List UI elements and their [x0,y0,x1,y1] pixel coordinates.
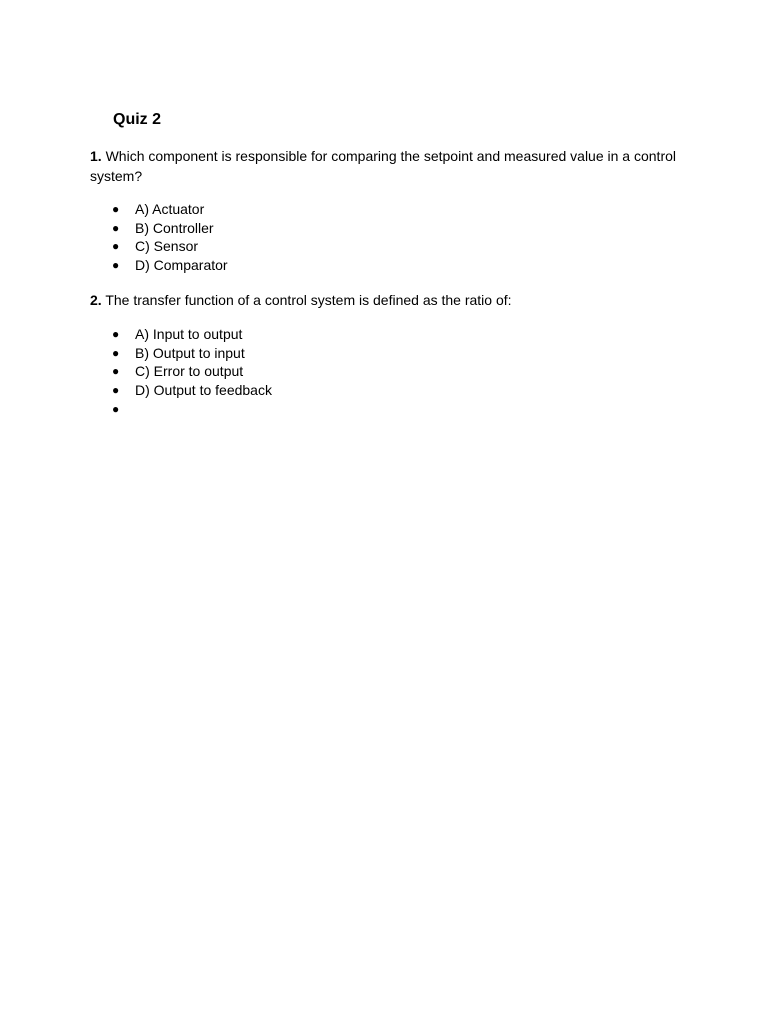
bullet-icon: ● [112,383,120,398]
question-number: 1. [90,148,102,164]
option-label: A) Actuator [135,201,205,217]
bullet-icon: ● [112,345,120,360]
bullet-icon: ● [112,239,120,254]
question-1 [90,147,690,186]
option-label: A) Input to output [135,326,243,342]
quiz-title: Quiz 2 [113,111,162,128]
bullet-icon: ● [112,364,120,379]
bullet-icon: ● [112,401,120,416]
option-label: D) Output to feedback [135,382,272,399]
option-label: B) Output to input [135,344,245,361]
question-2 [90,291,690,311]
option-label: C) Sensor [135,238,199,255]
option-label: C) Error to output [135,363,244,380]
question-text: The transfer function of a control system is defined as the ratio of: [101,292,512,308]
question-text: Which component is responsible for comparing the setpoint and measured value in a control system? [90,148,677,184]
question-number: 2. [90,292,102,308]
bullet-icon: ● [112,220,120,235]
bullet-icon: ● [112,327,120,341]
option-label: B) Controller [135,219,214,236]
bullet-icon: ● [112,202,120,216]
bullet-icon: ● [112,258,120,273]
option-label: D) Comparator [135,257,228,274]
